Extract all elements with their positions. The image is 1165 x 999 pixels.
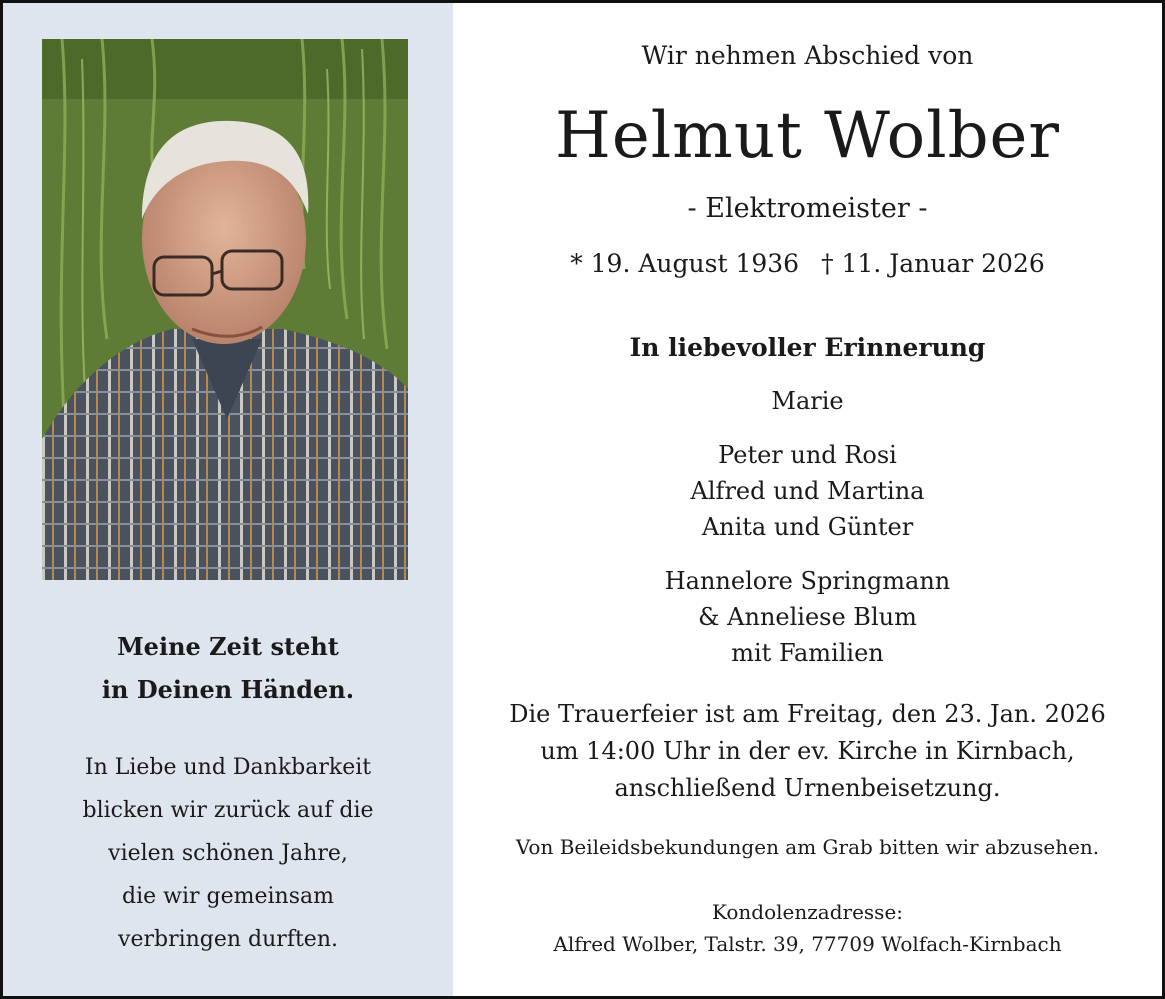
verse (3, 746, 453, 961)
deceased-name: Helmut Wolber (555, 99, 1060, 173)
portrait-photo (42, 39, 408, 580)
verse-line: blicken wir zurück auf die (82, 798, 374, 823)
family-group (453, 383, 1162, 419)
intro-text: Wir nehmen Abschied von (641, 41, 974, 70)
birth-date: * 19. August 1936 (570, 249, 800, 278)
motto (3, 625, 453, 711)
family-member: Peter und Rosi (718, 441, 897, 469)
family-group (453, 437, 1162, 545)
verse-line: In Liebe und Dankbarkeit (84, 755, 372, 780)
family-group (453, 563, 1162, 671)
family-member: & Anneliese Blum (698, 603, 917, 631)
condolence-label: Kondolenzadresse: (711, 900, 904, 924)
condolence-address: Alfred Wolber, Talstr. 39, 77709 Wolfach-Kirnbach (553, 932, 1062, 956)
funeral-info (453, 696, 1162, 807)
verse-line: die wir gemeinsam (122, 884, 334, 909)
motto-line: Meine Zeit steht (117, 632, 339, 661)
life-dates (453, 249, 1162, 278)
sidebar (3, 3, 453, 996)
motto-line: in Deinen Händen. (101, 675, 355, 704)
condolence-request: Von Beileidsbekundungen am Grab bitten wir abzusehen. (515, 835, 1100, 859)
verse-line: verbringen durften. (118, 927, 338, 952)
family-member: Anita und Günter (701, 513, 914, 541)
death-date: † 11. Januar 2026 (821, 249, 1045, 278)
profession: - Elektromeister - (687, 193, 928, 224)
family-member: Hannelore Springmann (664, 567, 951, 595)
family-member: mit Familien (731, 639, 884, 667)
funeral-info-line: um 14:00 Uhr in der ev. Kirche in Kirnbach, (540, 737, 1075, 765)
funeral-info-line: Die Trauerfeier ist am Freitag, den 23. Jan. 2026 (509, 700, 1106, 728)
family-member: Marie (771, 387, 844, 415)
verse-line: vielen schönen Jahre, (108, 841, 348, 866)
notice (453, 3, 1162, 996)
memorial-subheading: In liebevoller Erinnerung (629, 333, 986, 362)
family-member: Alfred und Martina (690, 477, 925, 505)
condolence-address-block (453, 896, 1162, 960)
funeral-info-line: anschließend Urnenbeisetzung. (614, 774, 1001, 802)
